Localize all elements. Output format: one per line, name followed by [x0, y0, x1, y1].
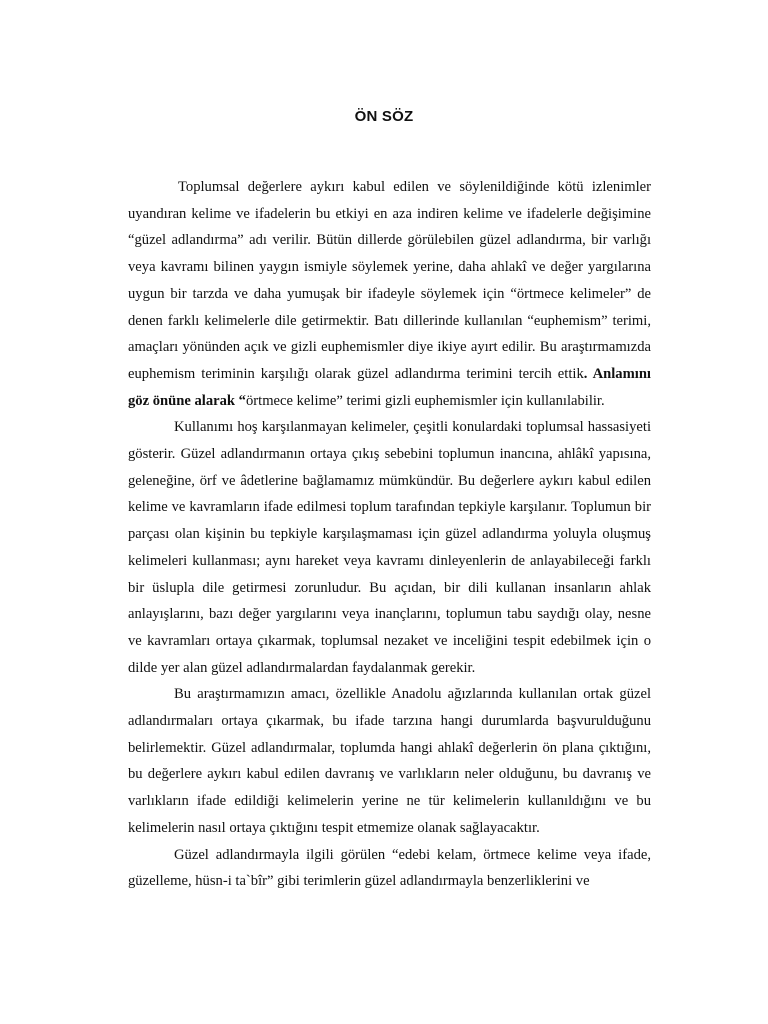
paragraph-4: Güzel adlandırmayla ilgili görülen “edebi kelam, örtmece kelime veya ifade, güzelleme, hüsn-i ta`bîr” gibi terimlerin güzel adlandırmayla benzerliklerini ve	[128, 846, 651, 890]
paragraph-1	[128, 174, 651, 414]
page-title: ÖN SÖZ	[354, 108, 414, 125]
paragraph-1-text-b: örtmece kelime” terimi gizli euphemismler için kullanılabilir.	[245, 392, 605, 409]
document-body	[128, 174, 651, 895]
paragraph-3: Bu araştırmamızın amacı, özellikle Anadolu ağızlarında kullanılan ortak güzel adlandırmaları ortaya çıkarmak, bu ifade tarzına hangi durumlarda başvurulduğunu belirlemektir. Güzel adlandırmalar, toplumda hangi ahlakî değerlerin ön plana çıktığını, bu değerlere aykırı kabul edilen davranış ve varlıkların neler olduğunu, bu davranış ve varlıkların ifade edildiği kelimelerin yerine ne tür kelimelerin kullanıldığını ve bu kelimelerin nasıl ortaya çıktığını tespit etmemize olanak sağlayacaktır.	[128, 686, 651, 836]
paragraph-1-text-a: Toplumsal değerlere aykırı kabul edilen ve söylenildiğinde kötü izlenimler uyandıran kelime ve ifadelerin bu etkiyi en aza indiren kelime ve ifadelerle değişimine “güzel adlandırma” adı verilir. Bütün dillerde görülebilen güzel adlandırma, bir varlığı veya kavramı bilinen yaygın ismiyle söylemek yerine, daha ahlakî ve değer yargılarına uygun bir tarzda ve daha yumuşak bir ifadeyle söylemek için “örtmece kelimeler” de denen farklı kelimelerle dile getirmektir. Batı dillerinde kullanılan “euphemism” terimi, amaçları yönünden açık ve gizli euphemismler diye ikiye ayırt edilir. Bu araştırmamızda euphemism teriminin karşılığı olarak güzel adlandırma terimini tercih ettik	[128, 179, 651, 382]
paragraph-1-bold-text: . Anlamını göz önüne alarak “	[128, 365, 651, 409]
paragraph-2: Kullanımı hoş karşılanmayan kelimeler, çeşitli konulardaki toplumsal hassasiyeti gösterir. Güzel adlandırmanın ortaya çıkış sebebini toplumun inancına, ahlâkî yapısına, geleneğine, örf ve âdetlerine bağlamamız mümkündür. Bu değerlere aykırı kabul edilen kelime ve kavramların ifade edilmesi toplum tarafından tepkiyle karşılanır. Toplumun bir parçası olan kişinin bu tepkiyle karşılaşmaması için güzel adlandırma yoluyla oluşmuş kelimeleri kullanması; aynı hareket veya kavramı dinleyenlerin de anlayabileceği farklı bir üslupla dile getirmesi zorunludur. Bu açıdan, bir dili kullanan insanların ahlak anlayışlarını, bazı değer yargılarını veya inançlarını, toplumun tabu saydığı olay, nesne ve kavramları ortaya çıkarmak, toplumsal nezaket ve inceliğini tespit edebilmek için o dilde yer alan güzel adlandırmalardan faydalanmak gerekir.	[128, 419, 651, 676]
